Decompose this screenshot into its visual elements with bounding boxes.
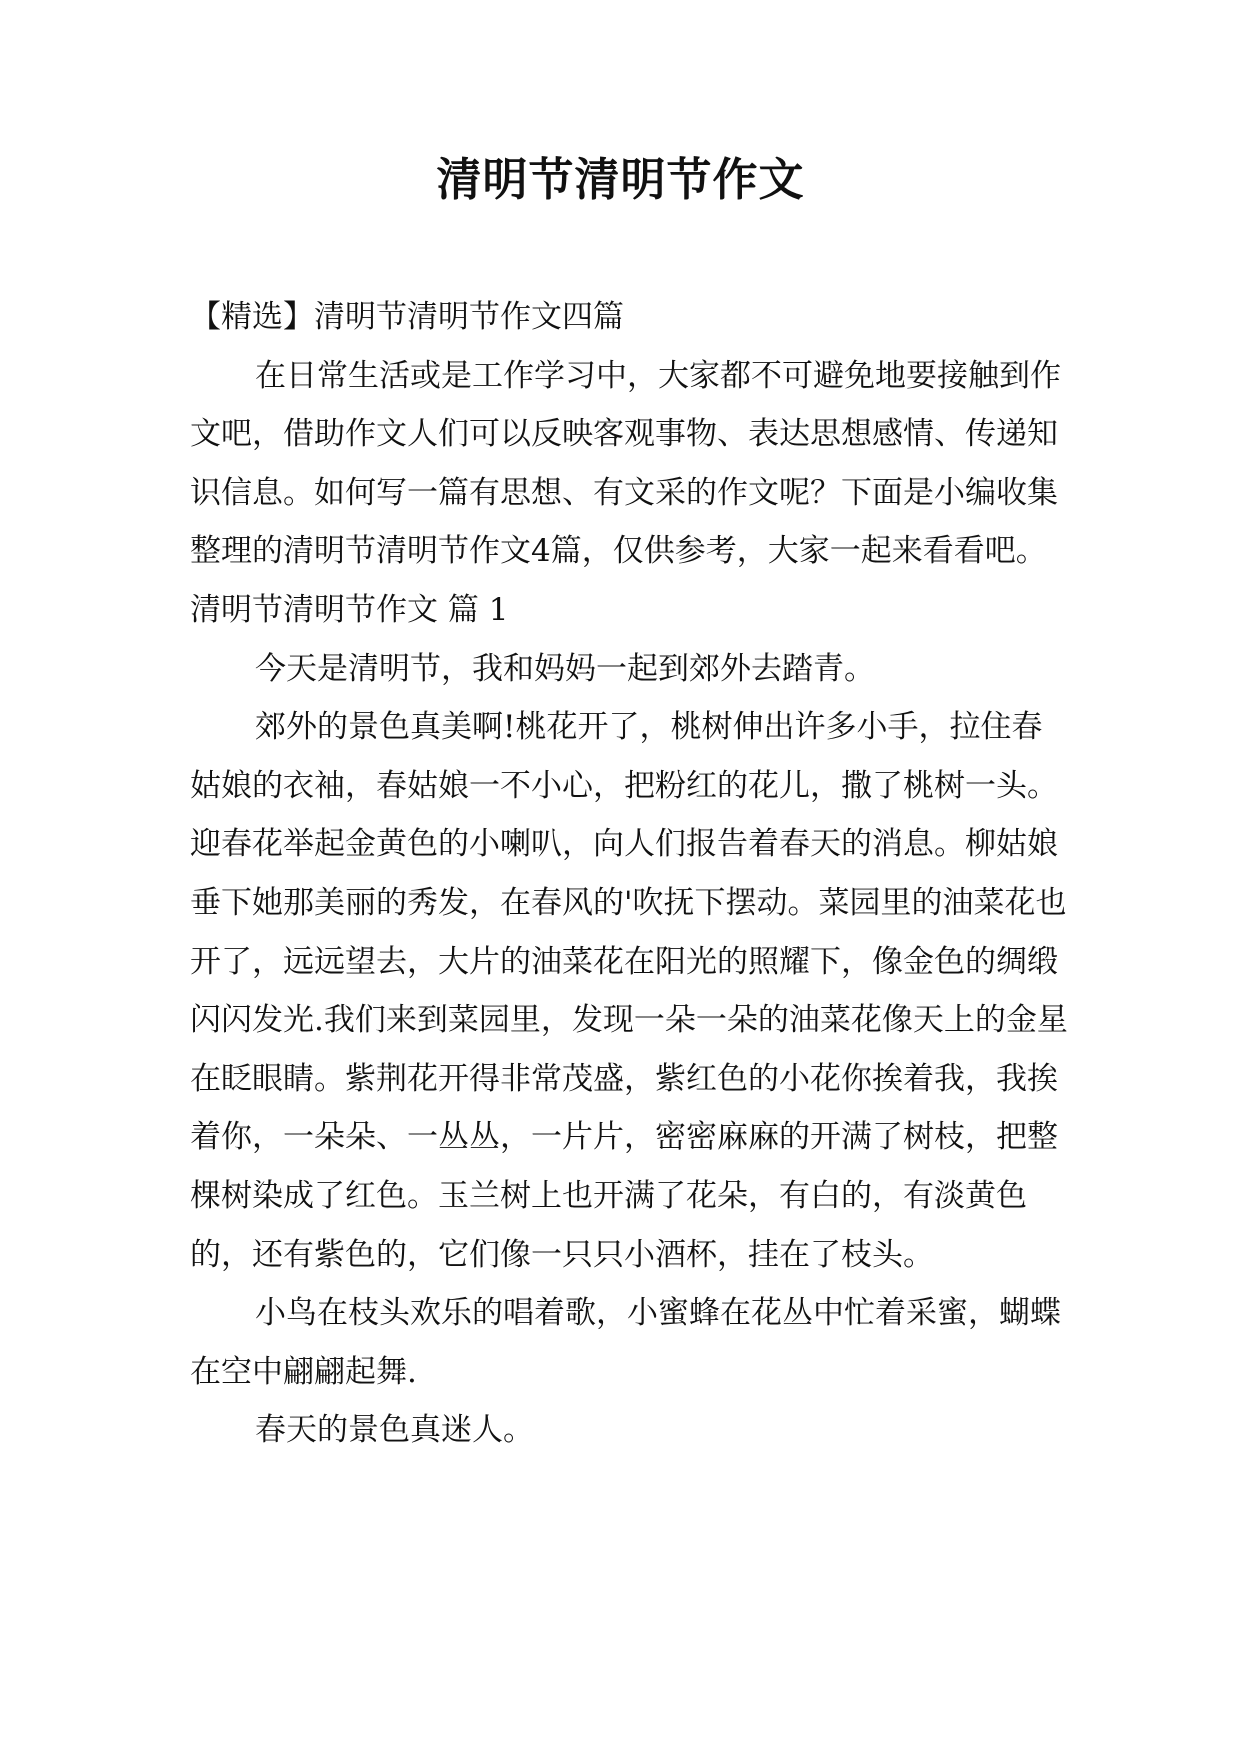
intro-paragraph: 在日常生活或是工作学习中，大家都不可避免地要接触到作文吧，借助作文人们可以反映客观事物、表达思想感情、传递知识信息。如何写一篇有思想、有文采的作文呢？下面是小编收集整理的清明节清明节作文4篇，仅供参考，大家一起来看看吧。 bbox=[190, 357, 1061, 570]
body-paragraph: 小鸟在枝头欢乐的唱着歌，小蜜蜂在花丛中忙着采蜜，蝴蝶在空中翩翩起舞. bbox=[190, 1295, 1061, 1390]
section-heading: 清明节清明节作文 篇 1 bbox=[190, 591, 509, 628]
document-body bbox=[190, 288, 1070, 1460]
body-paragraph: 今天是清明节，我和妈妈一起到郊外去踏青。 bbox=[255, 650, 875, 687]
body-paragraph: 郊外的景色真美啊!桃花开了，桃树伸出许多小手，拉住春姑娘的衣袖，春姑娘一不小心，把粉红的花儿，撒了桃树一头。迎春花举起金黄色的小喇叭，向人们报告着春天的消息。柳姑娘垂下她那美丽的秀发，在春风的'吹抚下摆动。菜园里的油菜花也开了，远远望去，大片的油菜花在阳光的照耀下，像金色的绸缎闪闪发光.我们来到菜园里，发现一朵一朵的油菜花像天上的金星在眨眼睛。紫荆花开得非常茂盛，紫红色的小花你挨着我，我挨着你，一朵朵、一丛丛，一片片，密密麻麻的开满了树枝，把整棵树染成了红色。玉兰树上也开满了花朵，有白的，有淡黄色的，还有紫色的，它们像一只只小酒杯，挂在了枝头。 bbox=[190, 709, 1068, 1273]
document-title: 清明节清明节作文 bbox=[436, 153, 805, 206]
body-paragraph: 春天的景色真迷人。 bbox=[255, 1412, 534, 1449]
lead-line: 【精选】清明节清明节作文四篇 bbox=[190, 299, 624, 335]
